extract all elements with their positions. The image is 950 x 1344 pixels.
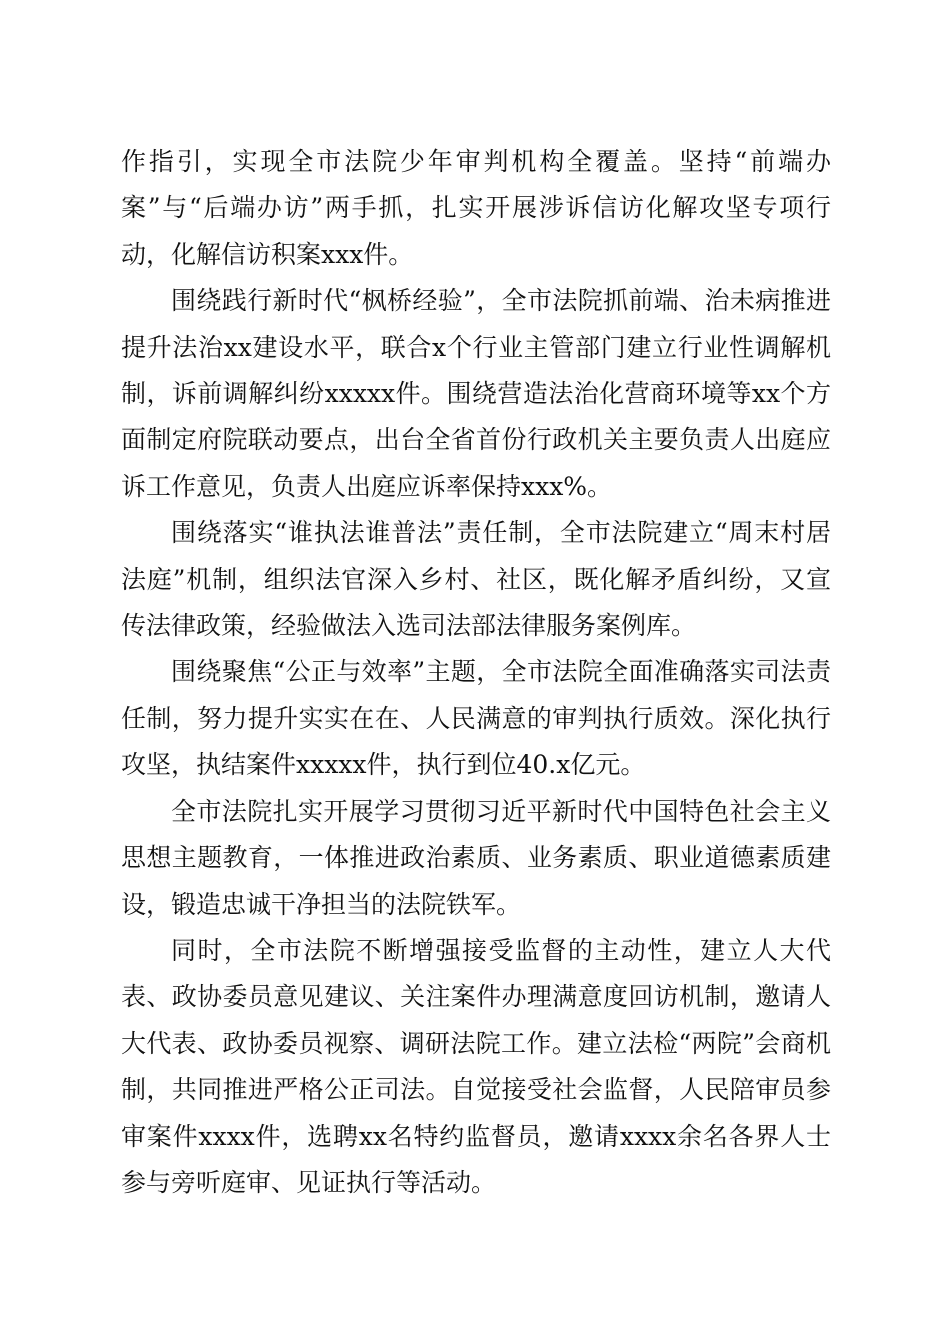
paragraph-justice-efficiency: 围绕聚焦“公正与效率”主题，全市法院全面准确落实司法责任制，努力提升实实在在、人民满意的审判执行质效。深化执行攻坚，执结案件xxxxx件，执行到位40.x亿元。 [121,657,831,780]
paragraph-fengqiao-experience: 围绕践行新时代“枫桥经验”，全市法院抓前端、治未病推进提升法治xx建设水平，联合x个行业主管部门建立行业性调解机制，诉前调解纠纷xxxxx件。围绕营造法治化营商环境等xx个方面制定府院联动要点，出台全省首份行政机关主要负责人出庭应诉工作意见，负责人出庭应诉率保持xxx%。 [121,286,831,501]
paragraph-legal-publicity: 围绕落实“谁执法谁普法”责任制，全市法院建立“周末村居法庭”机制，组织法官深入乡村、社区，既化解矛盾纠纷，又宣传法律政策，经验做法入选司法部法律服务案例库。 [121,518,831,641]
paragraph-continued: 作指引，实现全市法院少年审判机构全覆盖。坚持“前端办案”与“后端办访”两手抓，扎实开展涉诉信访化解攻坚专项行动，化解信访积案xxx件。 [121,147,831,269]
paragraph-supervision: 同时，全市法院不断增强接受监督的主动性，建立人大代表、政协委员意见建议、关注案件办理满意度回访机制，邀请人大代表、政协委员视察、调研法院工作。建立法检“两院”会商机制，共同推进严格公正司法。自觉接受社会监督，人民陪审员参审案件xxxx件，选聘xx名特约监督员，邀请xxxx余名各界人士参与旁听庭审、见证执行等活动。 [121,935,831,1197]
paragraph-theme-education: 全市法院扎实开展学习贯彻习近平新时代中国特色社会主义思想主题教育，一体推进政治素质、业务素质、职业道德素质建设，锻造忠诚干净担当的法院铁军。 [121,796,831,919]
document-body [121,139,831,1206]
